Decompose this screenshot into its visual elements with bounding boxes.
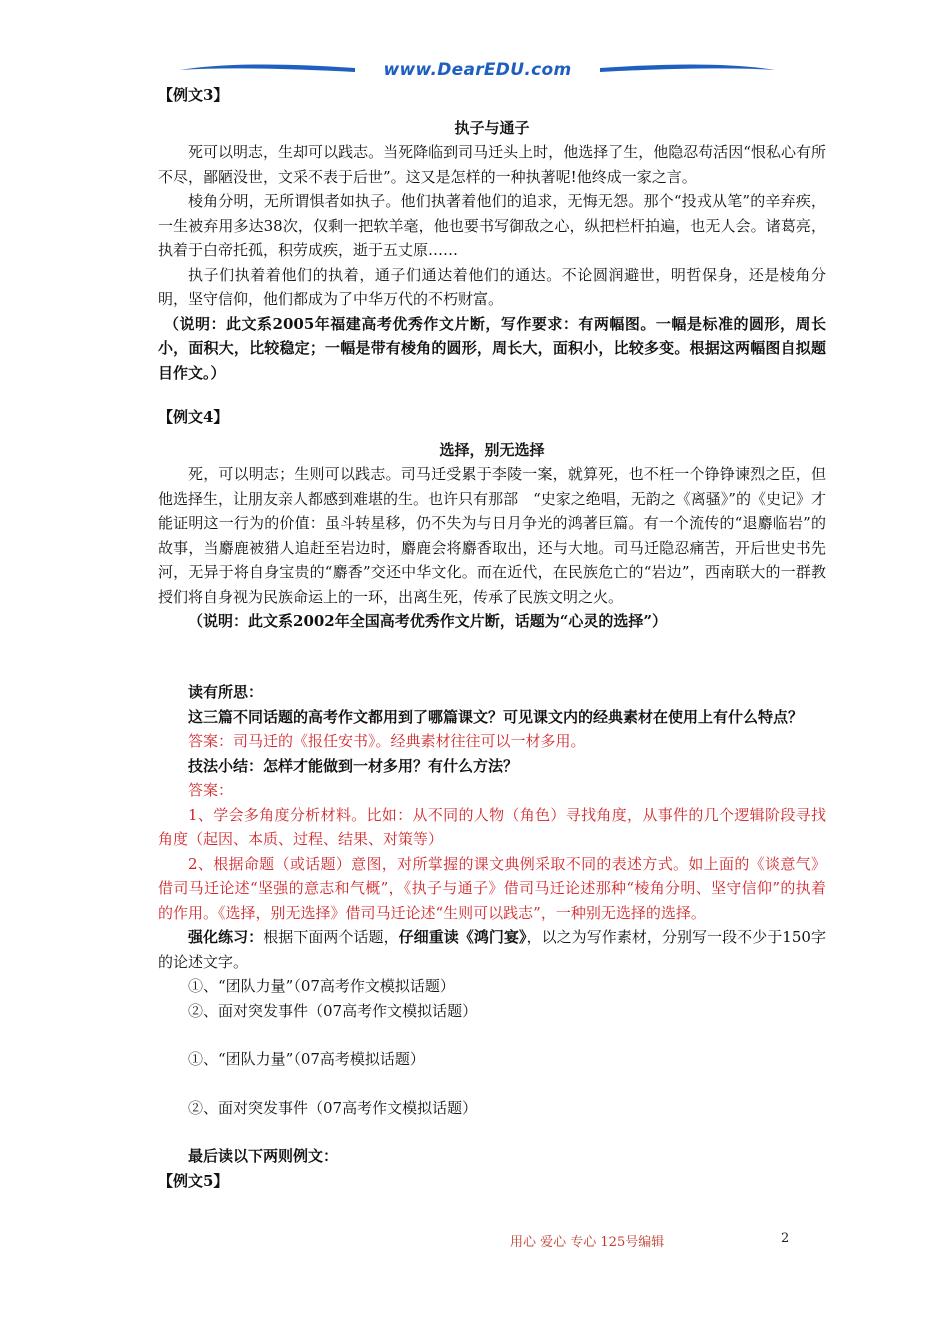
- example-4-title: 选择，别无选择: [439, 440, 545, 459]
- practice-text: 根据下面两个话题，: [263, 928, 399, 946]
- reflection-heading: 读有所思：: [188, 683, 264, 701]
- site-header: [180, 58, 775, 82]
- practice-instruction: [158, 925, 826, 974]
- example-3-paragraph: 死可以明志，生却可以践志。当死降临到司马迁头上时，他选择了生，他隐忍苟活因“恨私心有所不尽，鄙陋没世，文采不表于后世”。这又是怎样的一种执著呢!他终成一家之言。: [158, 143, 826, 186]
- closing-line: 最后读以下两则例文：: [188, 1147, 339, 1165]
- footer-text: 用心 爱心 专心 125号编辑: [510, 1235, 665, 1250]
- example-3: [158, 83, 826, 385]
- answer-point-1: 1、学会多角度分析材料。比如：从不同的人物（角色）寻找角度，从事件的几个逻辑阶段寻找角度（起因、本质、过程、结果、对策等）: [158, 805, 826, 848]
- practice-topic: ①、“团队力量”（07高考模拟话题）: [188, 1050, 425, 1068]
- practice-label: 强化练习：: [188, 928, 264, 946]
- example-3-paragraph: 棱角分明，无所谓惧者如执子。他们执著着他们的追求，无悔无怨。那个“投戎从笔”的辛弃疾，一生被弃用多达38次，仅剩一把软羊毫，他也要书写御敌之心，纵把栏杆拍遍，也无人会。诸葛亮，执着于白帝托孤，积劳成疾，逝于五丈原……: [158, 192, 826, 259]
- site-url: www.DearEDU.com: [383, 60, 572, 80]
- example-3-paragraph: 执子们执着着他们的执着，通子们通达着他们的通达。不论圆润避世，明哲保身，还是棱角分明，坚守信仰，他们都成为了中华万代的不朽财富。: [158, 265, 826, 308]
- practice-topic: ①、“团队力量”（07高考作文模拟话题）: [188, 977, 455, 995]
- example-3-label: 【例文3】: [158, 86, 229, 104]
- example-3-note: （说明：此文系2005年福建高考优秀作文片断，写作要求：有两幅图。一幅是标准的圆形，周长小，面积大，比较稳定；一幅是带有棱角的圆形，周长大，面积小，比较多变。根据这两幅图自拟题目作文。）: [158, 314, 826, 382]
- practice-topic: ②、面对突发事件（07高考作文模拟话题）: [188, 1098, 478, 1117]
- example-4-label: 【例文4】: [158, 408, 229, 426]
- practice-emphasis: 仔细重读《鸿门宴》: [398, 928, 527, 946]
- reflection-question: 这三篇不同话题的高考作文都用到了哪篇课文？可见课文内的经典素材在使用上有什么特点？: [188, 707, 804, 726]
- example-4-paragraph: 死，可以明志；生则可以践志。司马迁受累于李陵一案，就算死，也不枉一个铮铮谏烈之臣，但他选择生，让朋友亲人都感到难堪的生。也许只有那部 “史家之绝唱，无韵之《离骚》”的《史记》才能证明这一行为的价值：虽斗转星移，仍不失为与日月争光的鸿著巨篇。有一个流传的“退麝临岩”的故事，当麝鹿被猎人追赶至岩边时，麝鹿会将麝香取出，还与大地。司马迁隐忍痛苦，开后世史书先河，无异于将自身宝贵的“麝香”交还中华文化。而在近代，在民族危亡的“岩边”，西南联大的一群教授们将自身视为民族命运上的一环，出离生死，传承了民族文明之火。: [158, 465, 826, 606]
- reflection-section: [158, 680, 826, 1193]
- practice-topic: ②、面对突发事件（07高考作文模拟话题）: [188, 1001, 478, 1020]
- practice-text: ，以之为写作素材，分别写一段不少于150字的论述文字。: [158, 928, 826, 971]
- example-4: [158, 405, 826, 634]
- example-4-note: （说明：此文系2002年全国高考优秀作文片断，话题为“心灵的选择”）: [188, 612, 668, 630]
- example-5-label: 【例文5】: [158, 1171, 229, 1190]
- answer-point-2: 2、根据命题（或话题）意图，对所掌握的课文典例采取不同的表述方式。如上面的《谈意气》借司马迁论述“坚强的意志和气概”，《执子与通子》借司马迁论述那种“棱角分明、坚守信仰”的执着的作用。《选择，别无选择》借司马迁论述“生则可以践志”，一种别无选择的选择。: [158, 854, 826, 922]
- skill-question: 技法小结：怎样才能做到一材多用？有什么方法？: [188, 756, 519, 775]
- reflection-answer: 答案：司马迁的《报任安书》。经典素材往往可以一材多用。: [188, 732, 586, 750]
- answer-label: 答案：: [188, 781, 234, 799]
- example-3-title: 执子与通子: [454, 118, 530, 137]
- page-number: 2: [781, 1231, 790, 1246]
